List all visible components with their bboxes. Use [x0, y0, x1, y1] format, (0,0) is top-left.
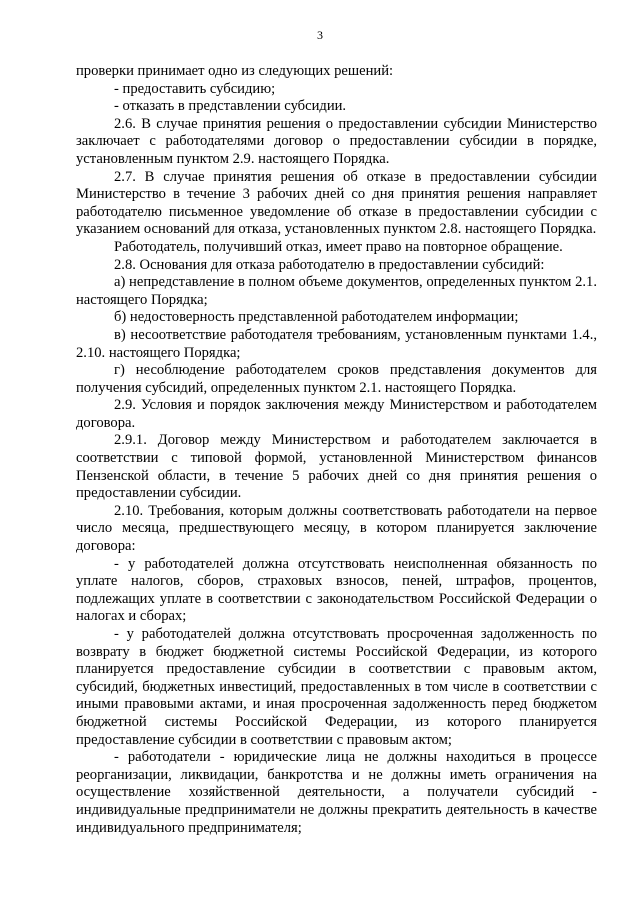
paragraph: Работодатель, получивший отказ, имеет право на повторное обращение.	[114, 238, 563, 255]
list-item: - у работодателей должна отсутствовать просроченная задолженность по возврату в бюджет бюджетной системы Российской Федерации, из которого планируется предоставление субсидии в соответствии с правовым актом, субсидий, бюджетных инвестиций, предоставленных в том числе в соответствии с иными правовыми актами, и иная просроченная задолженность перед бюджетом бюджетной системы Российской Федерации, из которого планируется предоставление субсидии в соответствии с правовым актом;	[76, 626, 597, 748]
document-body	[76, 63, 597, 837]
list-item: - у работодателей должна отсутствовать неисполненная обязанность по уплате налогов, сборов, страховых взносов, пеней, штрафов, процентов, подлежащих уплате в соответствии с законодательством Российской Федерации о налогах и сборах;	[76, 555, 597, 625]
paragraph: проверки принимает одно из следующих решений:	[76, 63, 394, 79]
list-item: - работодатели - юридические лица не должны находиться в процессе реорганизации, ликвидации, банкротства и не должны иметь ограничения на осуществление хозяйственной деятельности, а получатели субсидий - индивидуальные предприниматели не должны прекратить деятельность в качестве индивидуального предпринимателя;	[76, 749, 597, 836]
paragraph: 2.6. В случае принятия решения о предоставлении субсидии Министерство заключает с работодателями договор о предоставлении субсидии в порядке, установленным пунктом 2.9. настоящего Порядка.	[76, 115, 597, 167]
page-number: 3	[317, 28, 323, 42]
list-item: б) недостоверность представленной работодателем информации;	[114, 309, 519, 326]
paragraph: 2.9.1. Договор между Министерством и работодателем заключается в соответствии с типовой формой, установленной Министерством финансов Пензенской области, в течение 5 рабочих дней со дня принятия решения о предоставлении субсидии.	[76, 432, 597, 502]
paragraph: 2.8. Основания для отказа работодателю в предоставлении субсидий:	[114, 256, 545, 273]
paragraph: 2.9. Условия и порядок заключения между Министерством и работодателем договора.	[76, 397, 597, 431]
paragraph: 2.10. Требования, которым должны соответствовать работодатели на первое число месяца, предшествующего месяцу, в котором планируется заключение договора:	[76, 502, 597, 555]
paragraph: 2.7. В случае принятия решения об отказе в предоставлении субсидии Министерство в течение 3 рабочих дней со дня принятия решения направляет работодателю письменное уведомление об отказе в предоставлении субсидии с указанием оснований для отказа, установленных пунктом 2.8. настоящего Порядка.	[76, 168, 597, 238]
list-item: в) несоответствие работодателя требованиям, установленным пунктами 1.4., 2.10. настоящего Порядка;	[76, 326, 597, 361]
list-item: - отказать в представлении субсидии.	[114, 98, 347, 115]
list-item: г) несоблюдение работодателем сроков представления документов для получения субсидий, определенных пунктом 2.1. настоящего Порядка.	[76, 362, 597, 396]
list-item: а) непредставление в полном объеме документов, определенных пунктом 2.1. настоящего Порядка;	[76, 274, 597, 308]
list-item: - предоставить субсидию;	[114, 80, 276, 97]
